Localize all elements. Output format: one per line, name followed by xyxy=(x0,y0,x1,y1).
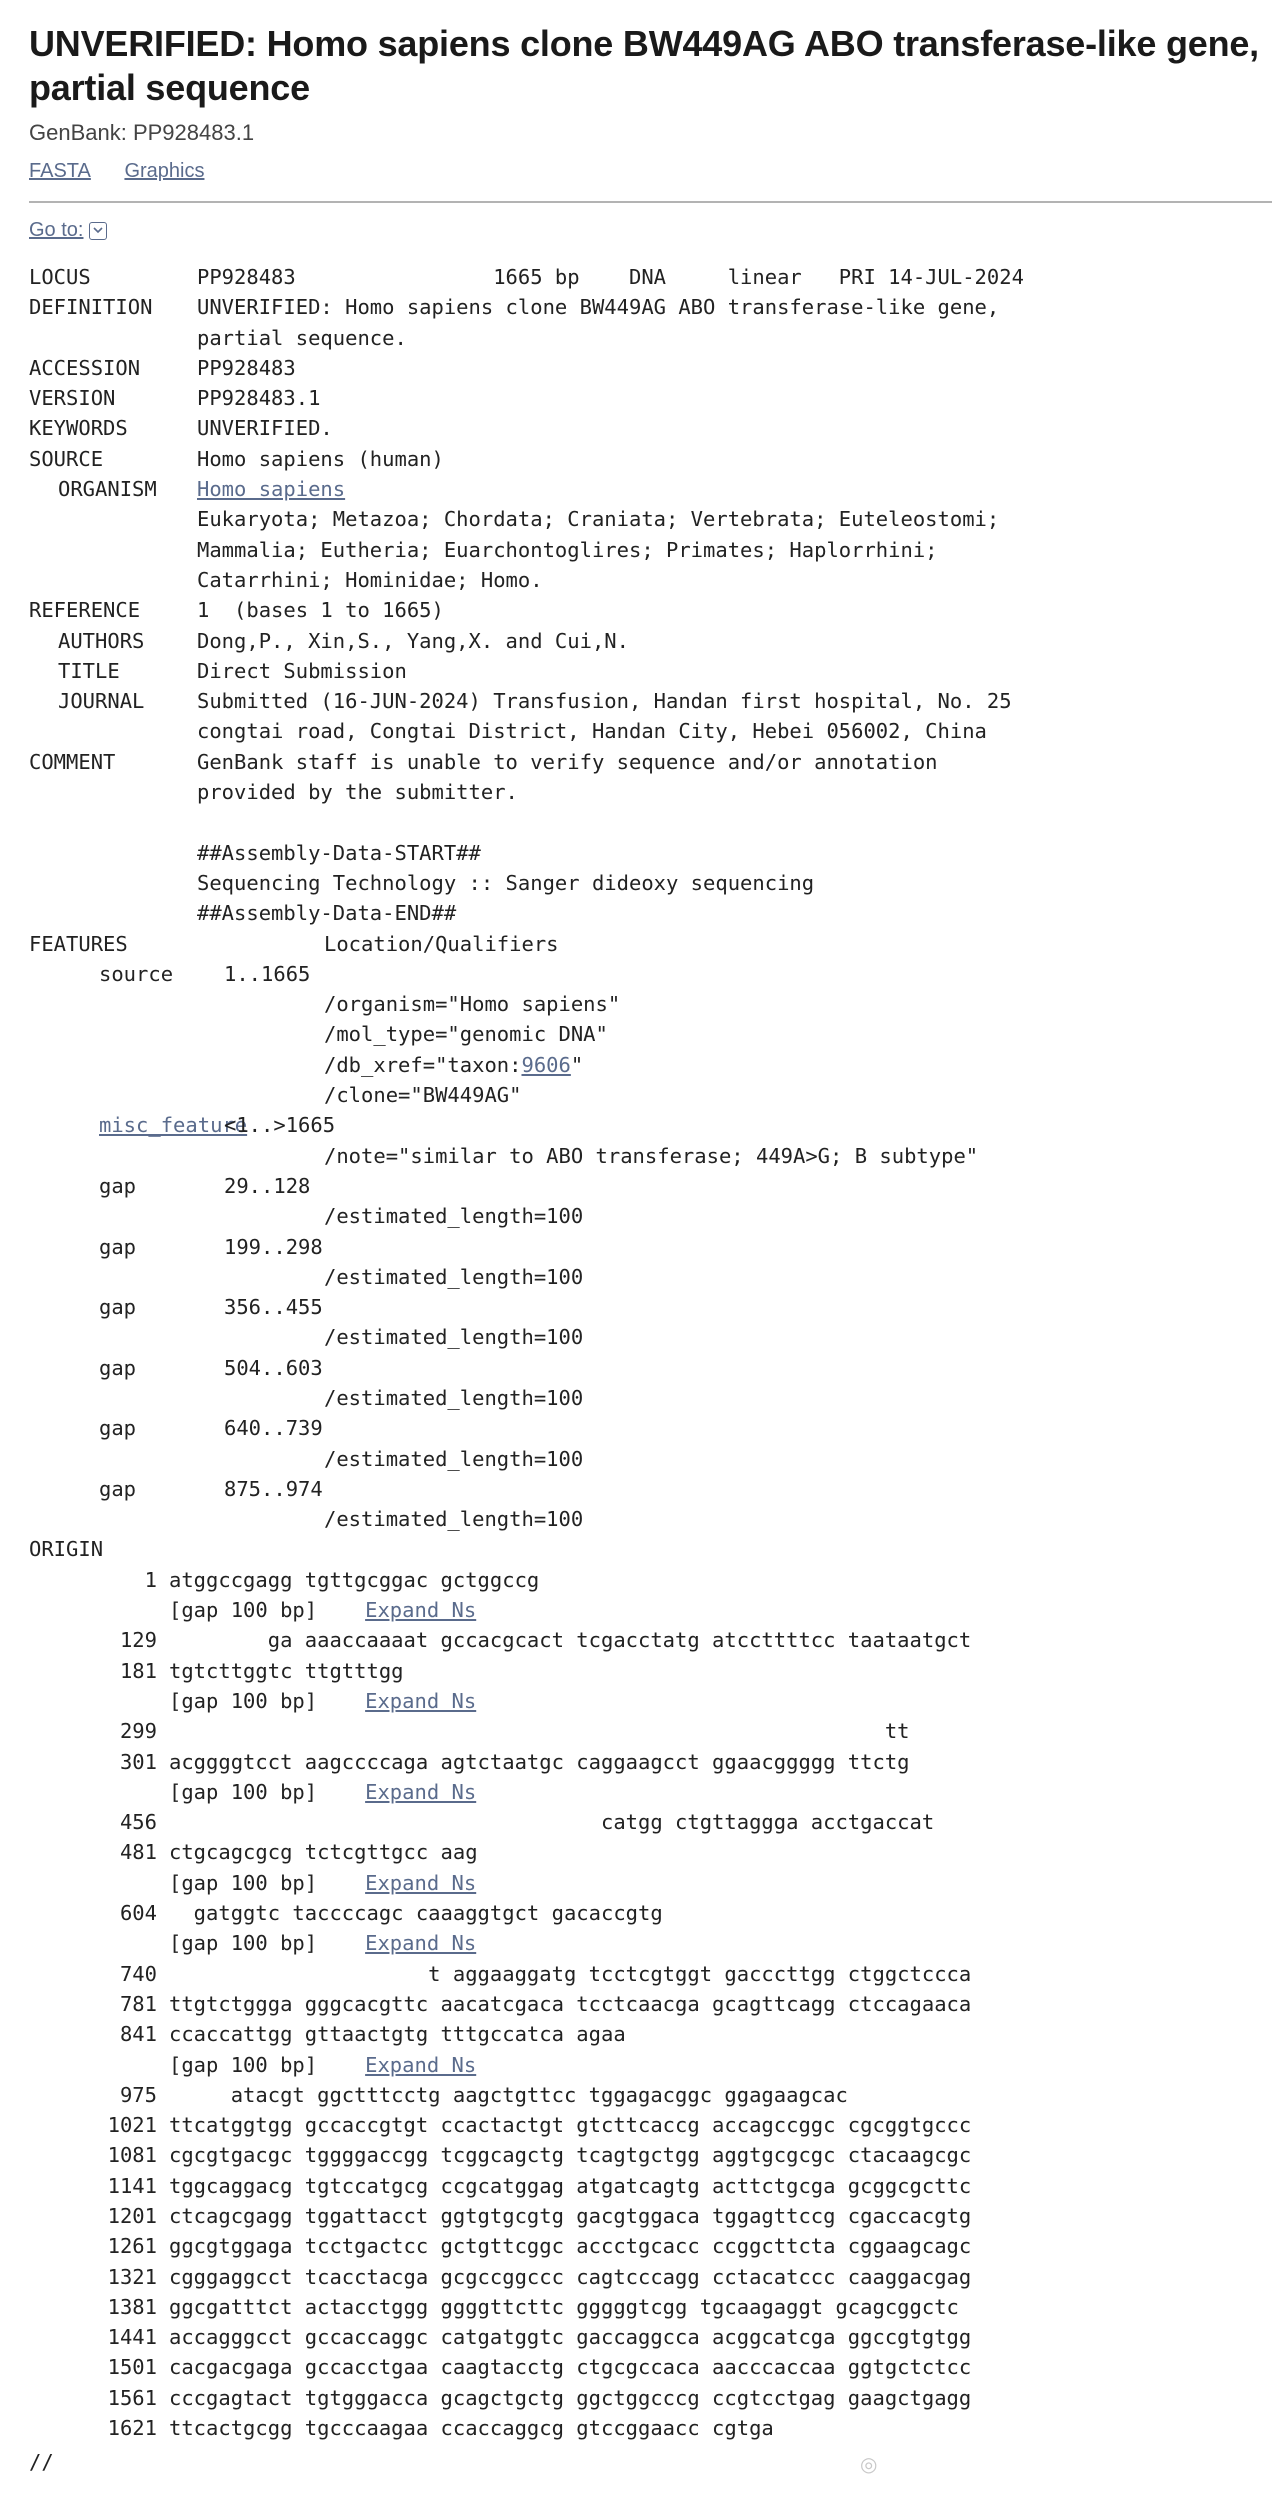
feature-location: 875..974 xyxy=(224,1476,323,1501)
sequence-bases: ggcgtggaga tcctgactcc gctgttcggc accctgcacc ccggcttcta cggaagcagc xyxy=(169,2234,972,2259)
journal-value: Submitted (16-JUN-2024) Transfusion, Handan first hospital, No. 25 xyxy=(197,689,1012,714)
qualifier-line xyxy=(29,1383,1272,1413)
keywords-value: UNVERIFIED. xyxy=(197,416,333,441)
qualifier: /estimated_length=100 xyxy=(324,1446,584,1471)
sequence-row xyxy=(29,1656,1272,1686)
qualifier-line xyxy=(29,1444,1272,1474)
lineage-text: Eukaryota; Metazoa; Chordata; Craniata; Vertebrata; Euteleostomi; xyxy=(197,507,1000,532)
comment-line xyxy=(29,838,1272,868)
definition-line xyxy=(29,292,1272,322)
sequence-gap xyxy=(29,1928,1272,1958)
authors-value: Dong,P., Xin,S., Yang,X. and Cui,N. xyxy=(197,628,629,653)
features-line xyxy=(29,929,1272,959)
sequence-position: 301 xyxy=(119,1749,157,1774)
sequence-position: 975 xyxy=(119,2082,157,2107)
origin-key: ORIGIN xyxy=(29,1537,104,1562)
keywords-line xyxy=(29,413,1272,443)
reference-line xyxy=(29,595,1272,625)
qualifier-line xyxy=(29,1201,1272,1231)
sequence-bases: gatggtc taccccagc caaaggtgct gacaccgtg xyxy=(169,1901,663,1926)
feature-gap xyxy=(29,1292,1272,1322)
sequence-bases: tgtcttggtc ttgtttgg xyxy=(169,1658,404,1683)
lineage-text: Catarrhini; Hominidae; Homo. xyxy=(197,567,543,592)
lineage-line xyxy=(29,535,1272,565)
qualifier: /estimated_length=100 xyxy=(324,1325,584,1350)
comment-text: provided by the submitter. xyxy=(197,780,518,805)
sequence-row xyxy=(29,2019,1272,2049)
format-links xyxy=(29,160,1272,183)
feature-location: 504..603 xyxy=(224,1355,323,1380)
fasta-link[interactable]: FASTA xyxy=(29,160,91,182)
record-terminator: // xyxy=(29,2450,54,2475)
definition-text: UNVERIFIED: Homo sapiens clone BW449AG ABO transferase-like gene, xyxy=(197,295,1000,320)
sequence-position: 1561 xyxy=(107,2385,157,2410)
feature-key: gap xyxy=(99,1295,137,1320)
sequence-row xyxy=(29,1807,1272,1837)
sequence-row xyxy=(29,2110,1272,2140)
organism-link[interactable]: Homo sapiens xyxy=(197,477,346,502)
feature-key: source xyxy=(99,961,174,986)
sequence-bases: accagggcct gccaccaggc catgatggtc gaccaggcca acggcatcga ggccgtgtgg xyxy=(169,2325,972,2350)
gap-label: [gap 100 bp] xyxy=(169,1931,318,1956)
title-line xyxy=(29,656,1272,686)
page-title: UNVERIFIED: Homo sapiens clone BW449AG ABO transferase-like gene, partial sequence xyxy=(29,23,1259,108)
reference-key: REFERENCE xyxy=(29,598,141,623)
origin-line xyxy=(29,1534,1272,1564)
authors-key: AUTHORS xyxy=(58,628,145,653)
sequence-row xyxy=(29,1989,1272,2019)
feature-key: gap xyxy=(99,1416,137,1441)
sequence-row xyxy=(29,1747,1272,1777)
sequence-row xyxy=(29,1625,1272,1655)
comment-key: COMMENT xyxy=(29,749,116,774)
qualifier-line xyxy=(29,989,1272,1019)
qualifier-line xyxy=(29,1050,1272,1080)
qualifier: /mol_type="genomic DNA" xyxy=(324,1022,608,1047)
sequence-position: 1621 xyxy=(107,2416,157,2441)
misc-feature-link[interactable]: misc_feature xyxy=(99,1113,248,1138)
comment-text: Sequencing Technology :: Sanger dideoxy sequencing xyxy=(197,870,815,895)
accession-value: PP928483 xyxy=(197,355,296,380)
comment-text: ##Assembly-Data-START## xyxy=(197,840,481,865)
organism-key: ORGANISM xyxy=(58,477,157,502)
gap-label: [gap 100 bp] xyxy=(169,1779,318,1804)
goto-label[interactable]: Go to: xyxy=(29,219,84,241)
sequence-bases: acggggtcct aagccccaga agtctaatgc caggaagcct ggaacggggg ttctg xyxy=(169,1749,910,1774)
lineage-text: Mammalia; Eutheria; Euarchontoglires; Primates; Haplorrhini; xyxy=(197,537,938,562)
title-value: Direct Submission xyxy=(197,658,407,683)
sequence-gap xyxy=(29,1868,1272,1898)
sequence-position: 181 xyxy=(119,1658,157,1683)
comment-text: ##Assembly-Data-END## xyxy=(197,901,457,926)
sequence-row xyxy=(29,2201,1272,2231)
genbank-flatfile xyxy=(29,262,1272,2478)
feature-misc xyxy=(29,1110,1272,1140)
keywords-key: KEYWORDS xyxy=(29,416,128,441)
locus-value: PP928483 1665 bp DNA linear PRI 14-JUL-2024 xyxy=(197,265,1024,289)
feature-source xyxy=(29,959,1272,989)
sequence-row xyxy=(29,2140,1272,2170)
sequence-row xyxy=(29,2322,1272,2352)
sequence-position: 129 xyxy=(119,1628,157,1653)
accession-key: ACCESSION xyxy=(29,355,141,380)
source-value: Homo sapiens (human) xyxy=(197,446,444,471)
qualifier: /clone="BW449AG" xyxy=(324,1083,522,1108)
sequence-bases: ctgcagcgcg tctcgttgcc aag xyxy=(169,1840,478,1865)
sequence-gap xyxy=(29,1686,1272,1716)
comment-line xyxy=(29,898,1272,928)
sequence-position: 481 xyxy=(119,1840,157,1865)
feature-location: 1..1665 xyxy=(224,961,311,986)
comment-line xyxy=(29,777,1272,807)
feature-gap xyxy=(29,1413,1272,1443)
qualifier-line xyxy=(29,1080,1272,1110)
goto-menu[interactable] xyxy=(29,219,1272,242)
journal-value: congtai road, Congtai District, Handan City, Hebei 056002, China xyxy=(197,719,987,744)
feature-location: 199..298 xyxy=(224,1234,323,1259)
expand-ns-link[interactable]: Expand Ns xyxy=(365,1870,477,1895)
genbank-id: GenBank: PP928483.1 xyxy=(29,120,255,145)
sequence-bases: cgcgtgacgc tggggaccgg tcggcagctg tcagtgctgg aggtgcgcgc ctacaagcgc xyxy=(169,2143,972,2168)
comment-line xyxy=(29,747,1272,777)
sequence-row xyxy=(29,2292,1272,2322)
definition-line xyxy=(29,323,1272,353)
expand-ns-link[interactable]: Expand Ns xyxy=(365,1931,477,1956)
comment-line xyxy=(29,807,1272,837)
sequence-bases: cgggaggcct tcacctacga gcgccggccc cagtcccagg cctacatccc caaggacgag xyxy=(169,2264,972,2289)
journal-line xyxy=(29,686,1272,716)
feature-gap xyxy=(29,1171,1272,1201)
feature-gap xyxy=(29,1353,1272,1383)
feature-location: 356..455 xyxy=(224,1295,323,1320)
version-line xyxy=(29,383,1272,413)
sequence-position: 1141 xyxy=(107,2173,157,2198)
expand-ns-link[interactable]: Expand Ns xyxy=(365,1688,477,1713)
sequence-bases: cacgacgaga gccacctgaa caagtacctg ctgcgccaca aacccaccaa ggtgctctcc xyxy=(169,2355,972,2380)
title-key: TITLE xyxy=(58,658,120,683)
origin-sequence xyxy=(29,1565,1272,2444)
misc-feature-key[interactable] xyxy=(29,1110,248,1140)
qualifier: /estimated_length=100 xyxy=(324,1264,584,1289)
authors-line xyxy=(29,626,1272,656)
sequence-position: 1321 xyxy=(107,2264,157,2289)
qualifier-line xyxy=(29,1504,1272,1534)
source-line xyxy=(29,444,1272,474)
qualifier: /estimated_length=100 xyxy=(324,1385,584,1410)
chevron-down-icon[interactable] xyxy=(89,222,107,240)
qualifier-line xyxy=(29,1019,1272,1049)
sequence-position: 1261 xyxy=(107,2234,157,2259)
sequence-row xyxy=(29,1565,1272,1595)
journal-key: JOURNAL xyxy=(58,689,145,714)
sequence-bases: ccaccattgg gttaactgtg tttgccatca agaa xyxy=(169,2022,626,2047)
sequence-row xyxy=(29,1716,1272,1746)
sequence-position: 740 xyxy=(119,1961,157,1986)
version-value: PP928483.1 xyxy=(197,386,321,411)
qualifier-line xyxy=(29,1262,1272,1292)
feature-location: 29..128 xyxy=(224,1173,311,1198)
qualifier: /db_xref="taxon: xyxy=(324,1052,522,1077)
definition-key: DEFINITION xyxy=(29,295,153,320)
organism-line xyxy=(29,474,1272,504)
gap-label: [gap 100 bp] xyxy=(169,1870,318,1895)
sequence-bases: t aggaaggatg tcctcgtggt gacccttgg ctggctccca xyxy=(169,1961,972,1986)
sequence-position: 1441 xyxy=(107,2325,157,2350)
qualifier: /note="similar to ABO transferase; 449A>G; B subtype" xyxy=(324,1143,979,1168)
sequence-gap xyxy=(29,1595,1272,1625)
qualifier: " xyxy=(570,1052,584,1077)
sequence-gap xyxy=(29,2050,1272,2080)
gap-features xyxy=(29,1171,1272,1535)
sequence-bases: catgg ctgttaggga acctgaccat xyxy=(169,1810,935,1835)
sequence-position: 781 xyxy=(119,1991,157,2016)
sequence-row xyxy=(29,2383,1272,2413)
feature-key: gap xyxy=(99,1476,137,1501)
sequence-position: 1 xyxy=(144,1567,157,1592)
feature-key: gap xyxy=(99,1173,137,1198)
watermark: ◎ xyxy=(860,2454,878,2476)
sequence-gap xyxy=(29,1777,1272,1807)
sequence-position: 1501 xyxy=(107,2355,157,2380)
comment-line xyxy=(29,868,1272,898)
gap-label: [gap 100 bp] xyxy=(169,1688,318,1713)
locus-key: LOCUS xyxy=(29,265,91,289)
qualifier-line xyxy=(29,1322,1272,1352)
sequence-bases: atacgt ggctttcctg aagctgttcc tggagacggc ggagaagcac xyxy=(169,2082,848,2107)
graphics-link[interactable]: Graphics xyxy=(124,160,205,182)
sequence-position: 604 xyxy=(119,1901,157,1926)
sequence-bases: atggccgagg tgttgcggac gctggccg xyxy=(169,1567,540,1592)
feature-key: gap xyxy=(99,1234,137,1259)
sequence-bases: ggcgatttct actacctggg ggggttcttc gggggtcgg tgcaagaggt gcagcggctc xyxy=(169,2294,959,2319)
lineage-line xyxy=(29,565,1272,595)
source-key: SOURCE xyxy=(29,446,104,471)
sequence-row xyxy=(29,2352,1272,2382)
qualifier: /estimated_length=100 xyxy=(324,1507,584,1532)
definition-text: partial sequence. xyxy=(197,325,407,350)
feature-gap xyxy=(29,1474,1272,1504)
qualifier-line xyxy=(29,1141,1272,1171)
version-key: VERSION xyxy=(29,386,116,411)
locus-line xyxy=(29,262,1272,292)
feature-gap xyxy=(29,1232,1272,1262)
feature-key: gap xyxy=(99,1355,137,1380)
qualifier: /estimated_length=100 xyxy=(324,1204,584,1229)
gap-label: [gap 100 bp] xyxy=(169,2052,318,2077)
accession-line xyxy=(29,353,1272,383)
sequence-bases: ctcagcgagg tggattacct ggtgtgcgtg gacgtggaca tggagttccg cgaccacgtg xyxy=(169,2204,972,2228)
sequence-position: 1081 xyxy=(107,2143,157,2168)
sequence-bases: cccgagtact tgtgggacca gcagctgctg ggctggcccg ccgtcctgag gaagctgagg xyxy=(169,2385,972,2410)
divider xyxy=(29,201,1272,203)
sequence-position: 456 xyxy=(119,1810,157,1835)
expand-ns-link[interactable]: Expand Ns xyxy=(365,2052,477,2077)
sequence-row xyxy=(29,2231,1272,2261)
sequence-position: 299 xyxy=(119,1719,157,1744)
sequence-row xyxy=(29,2413,1272,2443)
comment-text: GenBank staff is unable to verify sequence and/or annotation xyxy=(197,749,938,774)
sequence-row xyxy=(29,1959,1272,1989)
sequence-row xyxy=(29,2080,1272,2110)
sequence-row xyxy=(29,1837,1272,1867)
qualifier: /organism="Homo sapiens" xyxy=(324,992,621,1017)
journal-line xyxy=(29,716,1272,746)
sequence-bases: ttgtctggga gggcacgttc aacatcgaca tcctcaacga gcagttcagg ctccagaaca xyxy=(169,1991,972,2016)
sequence-row xyxy=(29,2171,1272,2201)
taxon-link[interactable]: 9606 xyxy=(521,1052,571,1077)
reference-value: 1 (bases 1 to 1665) xyxy=(197,598,444,623)
feature-location: 640..739 xyxy=(224,1416,323,1441)
sequence-position: 1021 xyxy=(107,2113,157,2138)
features-header: Location/Qualifiers xyxy=(324,931,559,956)
sequence-bases: tt xyxy=(169,1719,910,1744)
sequence-position: 1381 xyxy=(107,2294,157,2319)
sequence-position: 1201 xyxy=(107,2204,157,2228)
sequence-position: 841 xyxy=(119,2022,157,2047)
feature-location: <1..>1665 xyxy=(224,1113,336,1138)
sequence-bases: ttcactgcgg tgcccaagaa ccaccaggcg gtccggaacc cgtga xyxy=(169,2416,774,2441)
features-key: FEATURES xyxy=(29,931,128,956)
lineage-line xyxy=(29,504,1272,534)
sequence-row xyxy=(29,2262,1272,2292)
sequence-bases: tggcaggacg tgtccatgcg ccgcatggag atgatcagtg acttctgcga gcggcgcttc xyxy=(169,2173,972,2198)
gap-label: [gap 100 bp] xyxy=(169,1598,318,1623)
sequence-bases: ga aaaccaaaat gccacgcact tcgacctatg atccttttcc taataatgct xyxy=(169,1628,972,1653)
sequence-row xyxy=(29,1898,1272,1928)
expand-ns-link[interactable]: Expand Ns xyxy=(365,1598,477,1623)
sequence-bases: ttcatggtgg gccaccgtgt ccactactgt gtcttcaccg accagccggc cgcggtgccc xyxy=(169,2113,972,2138)
expand-ns-link[interactable]: Expand Ns xyxy=(365,1779,477,1804)
